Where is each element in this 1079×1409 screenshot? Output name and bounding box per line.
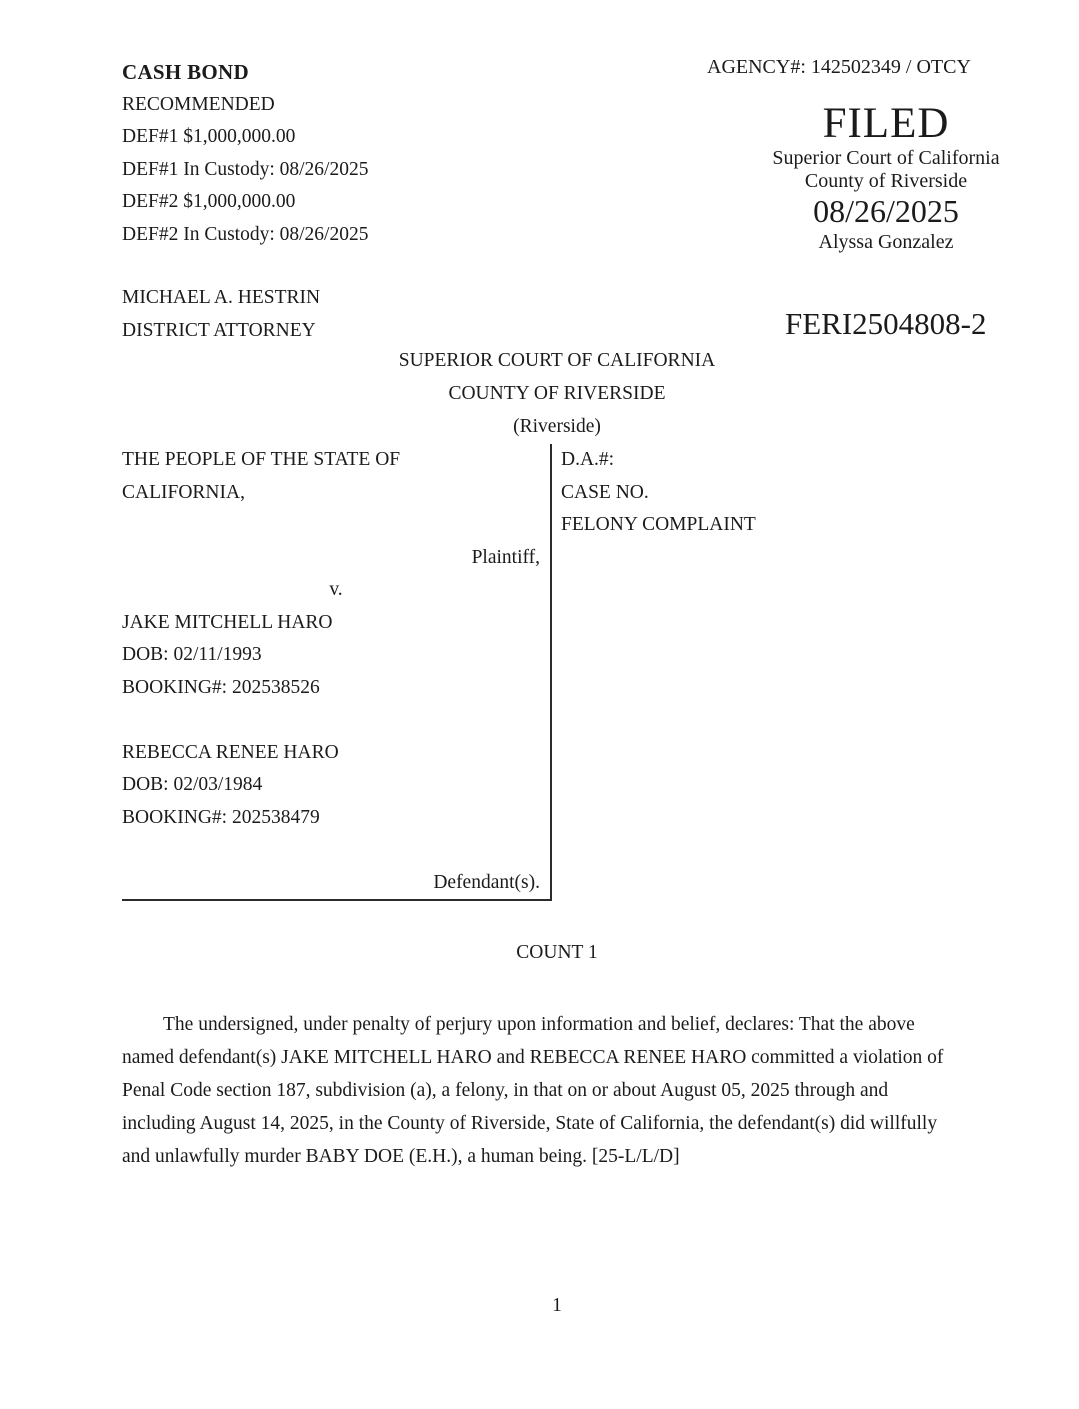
cash-bond-block <box>122 56 368 251</box>
district-attorney-title: DISTRICT ATTORNEY <box>122 319 316 341</box>
page-number: 1 <box>552 1295 562 1316</box>
bond-def2-amount-line: DEF#2 $1,000,000.00 <box>122 191 296 212</box>
filed-stamp <box>726 101 1046 254</box>
stamped-case-number: FERI2504808-2 <box>785 306 987 341</box>
court-header-line1: SUPERIOR COURT OF CALIFORNIA <box>398 350 716 371</box>
defendant-role-label: Defendant(s). <box>433 871 540 893</box>
case-no-label: CASE NO. <box>561 481 649 503</box>
defendant-2-dob: DOB: 02/03/1984 <box>122 774 263 795</box>
blank-line <box>122 834 550 867</box>
filed-stamp-county: County of Riverside <box>804 170 968 192</box>
defendant-1-dob: DOB: 02/11/1993 <box>122 644 262 665</box>
plaintiff-role-label: Plaintiff, <box>471 546 540 568</box>
district-attorney-name: MICHAEL A. HESTRIN <box>122 287 321 308</box>
district-attorney-block <box>122 282 320 347</box>
document-type-label: FELONY COMPLAINT <box>561 514 756 535</box>
agency-number: AGENCY#: 142502349 / OTCY <box>707 56 971 78</box>
defendant-1-booking: BOOKING#: 202538526 <box>122 676 320 698</box>
filed-stamp-court: Superior Court of California <box>772 147 1000 169</box>
plaintiff-name-line2: CALIFORNIA, <box>122 481 245 503</box>
defendant-1-name: JAKE MITCHELL HARO <box>122 611 333 633</box>
court-header <box>122 344 992 443</box>
bond-recommended-line: RECOMMENDED <box>122 93 275 115</box>
count-1-body: The undersigned, under penalty of perjury upon information and belief, declares: That the above named defendant(s) JAKE MITCHELL HARO and REBECCA RENEE HARO committed a violation of Penal Code section 187, subdivision (a), a felony, in that on or about August 05, 2025 through and including August 14, 2025, in the County of Riverside, State of California, the defendant(s) did willfully and unlawfully murder BABY DOE (E.H.), a human being. [25-L/L/D] <box>122 1014 944 1167</box>
blank-line <box>122 704 550 737</box>
court-header-line3: (Riverside) <box>513 416 601 437</box>
filed-stamp-clerk: Alyssa Gonzalez <box>818 231 954 253</box>
defendant-2-name: REBECCA RENEE HARO <box>122 741 339 763</box>
versus-label: v. <box>329 579 343 600</box>
bond-def1-amount-line: DEF#1 $1,000,000.00 <box>122 126 296 147</box>
filed-stamp-title: FILED <box>822 100 950 147</box>
count-1-heading: COUNT 1 <box>516 942 598 963</box>
blank-line <box>122 509 550 542</box>
da-number-label: D.A.#: <box>561 449 615 470</box>
caption-case-info-column <box>552 444 992 901</box>
filed-stamp-date: 08/26/2025 <box>813 193 959 229</box>
defendant-2-booking: BOOKING#: 202538479 <box>122 806 320 828</box>
plaintiff-name-line1: THE PEOPLE OF THE STATE OF <box>122 449 401 470</box>
caption-parties-column <box>122 444 552 901</box>
case-caption-box <box>122 444 992 901</box>
court-header-line2: COUNTY OF RIVERSIDE <box>448 383 666 404</box>
bond-def2-custody-line: DEF#2 In Custody: 08/26/2025 <box>122 223 369 245</box>
cash-bond-title: CASH BOND <box>122 60 249 84</box>
bond-def1-custody-line: DEF#1 In Custody: 08/26/2025 <box>122 158 369 180</box>
